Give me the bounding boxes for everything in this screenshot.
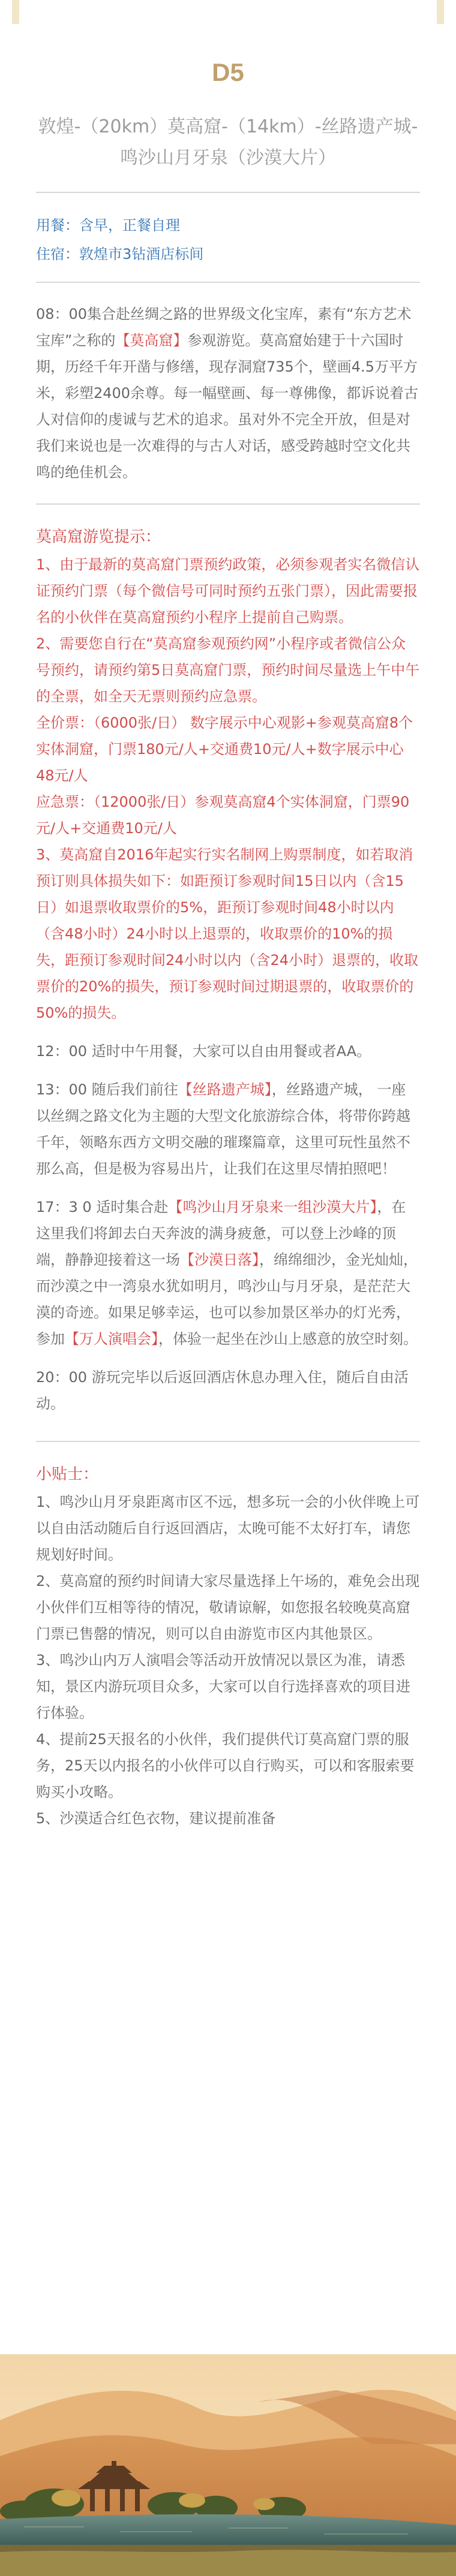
general-tip-1: 1、鸣沙山月牙泉距离市区不远，想多玩一会的小伙伴晚上可以自由活动随后自行返回酒店，太晚可能不太好打车，请您规划好时间。 bbox=[36, 1494, 420, 1563]
lodging-info: 住宿：敦煌市3钻酒店标间 bbox=[36, 246, 204, 263]
general-tips-title: 小贴士： bbox=[36, 1465, 99, 1483]
general-tip-4: 4、提前25天报名的小伙伴，我们提供代订莫高窟门票的服务，25天以内报名的小伙伴可以自行购买，可以和客服索要购买小攻略。 bbox=[36, 1731, 415, 1800]
intro-text-rest: 参观游览。莫高窟始建于十六国时期，历经千年开凿与修缮，现存洞窟735个，壁画4.5万平方米，彩塑2400余尊。每一幅壁画、每一尊佛像，都诉说着古人对信仰的虔诚与艺术的追求。虽对外不完全开放，但是对我们来说也是一次难得的与古人对话，感受跨越时空文化共鸣的绝佳机会。 bbox=[36, 332, 419, 481]
general-tip-2: 2、莫高窟的预约时间请大家尽量选择上午场的，难免会出现小伙伴们互相等待的情况，敬请谅解，如您报名较晚莫高窟门票已售罄的情况，则可以自由游览市区内其他景区。 bbox=[36, 1573, 420, 1642]
intro-paragraph bbox=[29, 301, 427, 485]
mogao-tip-1: 1、由于最新的莫高窟门票预约政策，必须参观者实名微信认证预约门票（每个微信号可同时预约五张门票），因此需要报名的小伙伴在莫高窟预约小程序上提前自己购票。 bbox=[36, 556, 420, 626]
mogao-tip-2: 2、需要您自行在“莫高窟参观预约网”小程序或者微信公众号预约，请预约第5日莫高窟门票，预约时间尽量选上午中午的全票，如全天无票则预约应急票。 bbox=[36, 635, 420, 705]
divider bbox=[36, 1441, 420, 1442]
intro-text: 08：00集合赴丝绸之路的世界级文化宝库，素有“东方艺术宝库”之称的 bbox=[36, 306, 412, 349]
route-line: 敦煌-（20km）莫高窟-（14km）-丝路遗产城-鸣沙山月牙泉（沙漠大片） bbox=[38, 116, 418, 168]
general-tip-5: 5、沙漠适合红色衣物，建议提前准备 bbox=[36, 1810, 276, 1827]
meals-info: 用餐：含早，正餐自理 bbox=[36, 217, 180, 234]
divider bbox=[36, 192, 420, 193]
general-tip-3: 3、鸣沙山内万人演唱会等活动开放情况以景区为准，请悉知，景区内游玩项目众多，大家可以自行选择喜欢的项目进行体验。 bbox=[36, 1652, 410, 1721]
mogao-highlight: 【莫高窟】 bbox=[115, 332, 188, 349]
lunch-paragraph: 12：00 适时中午用餐，大家可以自由用餐或者AA。 bbox=[36, 1043, 371, 1060]
silk-road-highlight: 【丝路遗产城】 bbox=[178, 1081, 272, 1098]
day-title: D5 bbox=[212, 58, 244, 86]
day-content bbox=[29, 0, 427, 1832]
mogao-tip-3: 3、莫高窟自2016年起实行实名制网上购票制度，如若取消预订则具体损失如下：如距预订参观时间15日以内（含15日）如退票收取票价的5%，距预订参观时间48小时以内（含48小时）24小时以上退票的，收取票价的10%的损失，距预订参观时间24小时以内（含24小时）退票的，收取票价的20%的损失，预订参观时间过期退票的，收取票价的50%的损失。 bbox=[36, 846, 419, 1021]
desert-highlight-1: 【鸣沙山月牙泉来一组沙漠大片】 bbox=[168, 1199, 377, 1215]
evening-paragraph: 20：00 游玩完毕以后返回酒店休息办理入住，随后自由活动。 bbox=[36, 1369, 409, 1412]
desert-highlight-3: 【万人演唱会】 bbox=[65, 1331, 158, 1347]
divider bbox=[36, 503, 420, 505]
full-price-ticket: 全价票：（6000张/日） 数字展示中心观影+参观莫高窟8个实体洞窟，门票180元/人+交通费10元/人+数字展示中心48元/人 bbox=[36, 714, 413, 784]
desert-text: 17：3 0 适时集合赴 bbox=[36, 1199, 169, 1215]
mogao-tips-title: 莫高窟游览提示： bbox=[36, 528, 161, 546]
silk-road-text-rest: ，丝路遗产城， 一座以丝绸之路文化为主题的大型文化旅游综合体，将带你跨越千年，领略东西方文明交融的璀璨篇章，这里可玩性虽然不那么高，但是极为容易出片，让我们在这里尽情拍照吧！ bbox=[36, 1081, 410, 1177]
desert-highlight-2: 【沙漠日落】 bbox=[180, 1251, 259, 1268]
desert-text-2: ，在这里我们将卸去白天奔波的满身疲惫，可以登上沙峰的顶端，静静迎接着这一场 bbox=[36, 1199, 406, 1268]
desert-landscape-image bbox=[0, 2354, 456, 2576]
desert-text-3: ，绵绵细沙，金光灿灿，而沙漠之中一湾泉水犹如明月，鸣沙山与月牙泉，是茫茫大漠的奇迹。如果足够幸运，也可以参加景区举办的灯光秀，参加 bbox=[36, 1251, 418, 1347]
silk-road-text: 13：00 随后我们前往 bbox=[36, 1081, 178, 1098]
emergency-ticket: 应急票：（12000张/日）参观莫高窟4个实体洞窟，门票90元/人+交通费10元/人 bbox=[36, 794, 410, 837]
divider bbox=[36, 282, 420, 283]
desert-text-4: ，体验一起坐在沙山上感意的放空时刻。 bbox=[158, 1331, 418, 1347]
crescent-lake-photo bbox=[0, 2354, 456, 2576]
desert-paragraph bbox=[29, 1194, 427, 1352]
silk-road-paragraph bbox=[29, 1076, 427, 1182]
